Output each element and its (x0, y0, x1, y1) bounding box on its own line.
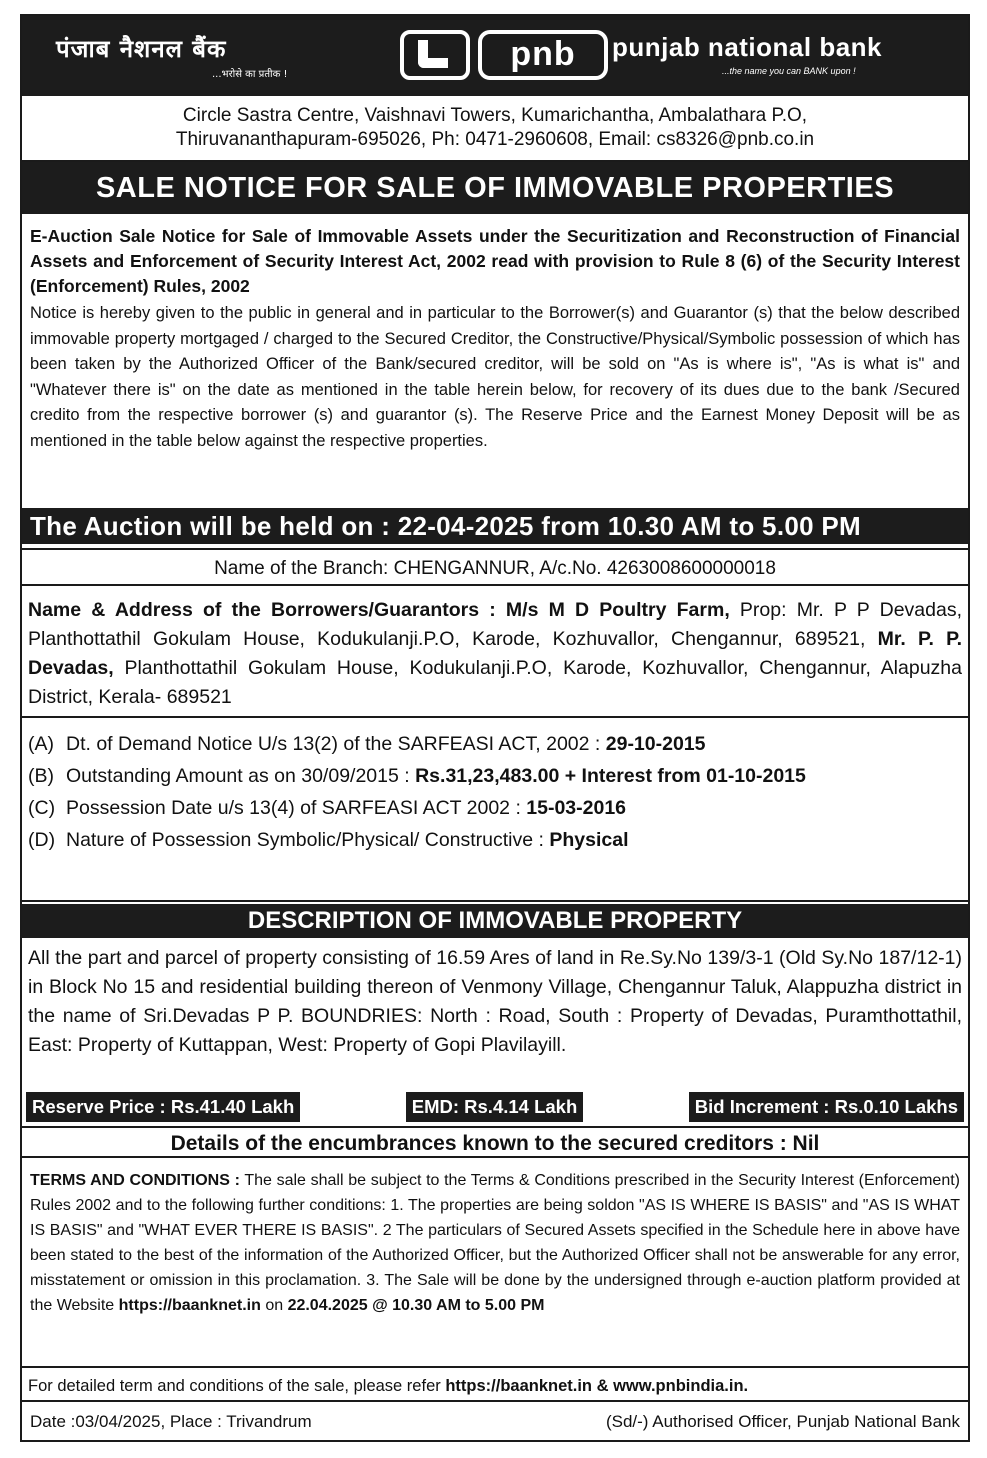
pnb-logo-icon (400, 30, 470, 80)
reserve-price: Reserve Price : Rs.41.40 Lakh (26, 1092, 300, 1122)
circle-address (22, 96, 968, 162)
terms-text: The sale shall be subject to the Terms & Conditions prescribed in the Security Interest (Enforcement) Rules 2002 and to the following further conditions: 1. The properties are being soldon "AS IS WHERE IS BASIS" and "AS IS WHAT IS BASIS" and "WHAT EVER THERE IS BASIS". 2 The particulars of Secured Assets specified in the Schedule here in above have been stated to the best of the information of the Authorized Officer, but the Authorized Officer shall not be answerable for any error, misstatement or omission in this proclamation. 3. The Sale will be done by the undersigned through e-auction platform provided at the Website (30, 1172, 961, 1314)
terms-datetime: 22.04.2025 @ 10.30 AM to 5.00 PM (287, 1297, 545, 1314)
description-title: DESCRIPTION OF IMMOVABLE PROPERTY (22, 904, 968, 938)
bid-increment: Bid Increment : Rs.0.10 Lakhs (689, 1092, 964, 1122)
fact-row (28, 760, 962, 792)
bank-name-english: punjab national bank (612, 32, 883, 62)
fact-label: Possession Date u/s 13(4) of SARFEASI ACT 2002 : (66, 797, 527, 819)
fact-value: Physical (549, 829, 629, 851)
fact-key: (B) (28, 765, 54, 787)
terms-text-end: on (260, 1297, 288, 1314)
tagline-hindi: ...भरोसे का प्रतीक ! (212, 69, 288, 80)
auction-date-banner: The Auction will be held on : 22-04-2025 from 10.30 AM to 5.00 PM (22, 508, 968, 544)
terms-and-conditions (22, 1162, 968, 1368)
legal-heading: E-Auction Sale Notice for Sale of Immovable Assets under the Securitization and Reconstruction of Financial Assets and Enforcement of Security Interest Act, 2002 read with provision to Rule 8 (6) of the Security Interest (Enforcement) Rules, 2002 (30, 226, 960, 296)
emd-amount: EMD: Rs.4.14 Lakh (406, 1092, 584, 1122)
fact-row (28, 792, 962, 824)
legal-body: Notice is hereby given to the public in general and in particular to the Borrower(s) and Guarantor (s) that the below described immovable property mortgaged / charged to the Secured Creditor, the Constructive/Physical/Symbolic possession of which has been taken by the Authorized Officer of the Bank/secured creditor, will be sold on "As is where is", "As is what is" and "Whatever there is" on the date as mentioned in the table herein below, for recovery of its dues due to the bank /Secured credito from the respective borrower (s) and guarantor (s). The Reserve Price and the Earnest Money Deposit will be as mentioned in the table below against the respective properties. (30, 304, 960, 450)
notice-title: SALE NOTICE FOR SALE OF IMMOVABLE PROPERTIES (22, 162, 968, 214)
fact-label: Nature of Possession Symbolic/Physical/ Constructive : (66, 829, 550, 851)
legal-section (22, 216, 968, 504)
tagline-english: ...the name you can BANK upon ! (722, 66, 856, 76)
signatory: (Sd/-) Authorised Officer, Punjab National Bank (605, 1412, 960, 1431)
fact-key: (D) (28, 829, 56, 851)
borrowers-label: Name & Address of the Borrowers/Guarantors : M/s M D Poultry Farm, (28, 599, 730, 621)
fact-key: (A) (28, 733, 54, 755)
fact-value: 15-03-2016 (526, 797, 627, 819)
branch-name: Name of the Branch: CHENGANNUR, A/c.No. 4263008600000018 (22, 548, 968, 586)
bank-header (22, 16, 968, 96)
borrowers-section (22, 590, 968, 718)
auction-website-link[interactable]: https://baanknet.in (118, 1297, 261, 1314)
borrower-name-2: Mr. P. P. Devadas, (28, 628, 962, 679)
fact-label: Dt. of Demand Notice U/s 13(2) of the SARFEASI ACT, 2002 : (66, 733, 606, 755)
fact-key: (C) (28, 797, 56, 819)
fact-value: 29-10-2015 (605, 733, 706, 755)
address-line-1: Circle Sastra Centre, Vaishnavi Towers, Kumarichantha, Ambalathara P.O, (182, 105, 808, 126)
terms-label: TERMS AND CONDITIONS : (30, 1172, 240, 1189)
fact-row (28, 728, 962, 760)
borrowers-text-1: Prop: Mr. P P Devadas, Planthottathil Gokulam House, Kodukulanji.P.O, Karode, Kozhuvallor, Chengannur, 689521, (28, 599, 963, 650)
borrowers-text-2: Planthottathil Gokulam House, Kodukulanji.P.O, Karode, Kozhuvallor, Chengannur, Alapuzha District, Kerala- 689521 (28, 657, 962, 708)
price-row (22, 1092, 968, 1122)
bank-name-hindi: पंजाब नैशनल बैंक (56, 35, 227, 63)
encumbrances: Details of the encumbrances known to the secured creditors : Nil (22, 1126, 968, 1158)
property-description: All the part and parcel of property consisting of 16.59 Ares of land in Re.Sy.No 139/3-1 (Old Sy.No 187/12-1) in Block No 15 and residential building thereon of Venmony Village, Chengannur Taluk, Alappuzha district in the name of Sri.Devadas P P. BOUNDRIES: North : Road, South : Property of Devadas, Puramthottathil, East: Property of Kuttappan, West: Property of Gopi Plavilayill. (28, 947, 962, 1056)
footer-urls[interactable]: https://baanknet.in & www.pnbindia.in. (445, 1377, 749, 1395)
footer-link-text: For detailed term and conditions of the sale, please refer (28, 1377, 446, 1395)
address-line-2: Thiruvananthapuram-695026, Ph: 0471-2960608, Email: cs8326@pnb.co.in (175, 129, 815, 150)
fact-row (28, 824, 962, 856)
date-place: Date :03/04/2025, Place : Trivandrum (30, 1412, 312, 1431)
sale-notice (20, 14, 970, 1442)
fact-label: Outstanding Amount as on 30/09/2015 : (66, 765, 416, 787)
signature-row (22, 1404, 968, 1440)
pnb-logo-text: pnb (478, 30, 608, 80)
footer-links (22, 1370, 968, 1402)
facts-section (22, 722, 968, 902)
fact-value: Rs.31,23,483.00 + Interest from 01-10-2015 (415, 765, 806, 787)
